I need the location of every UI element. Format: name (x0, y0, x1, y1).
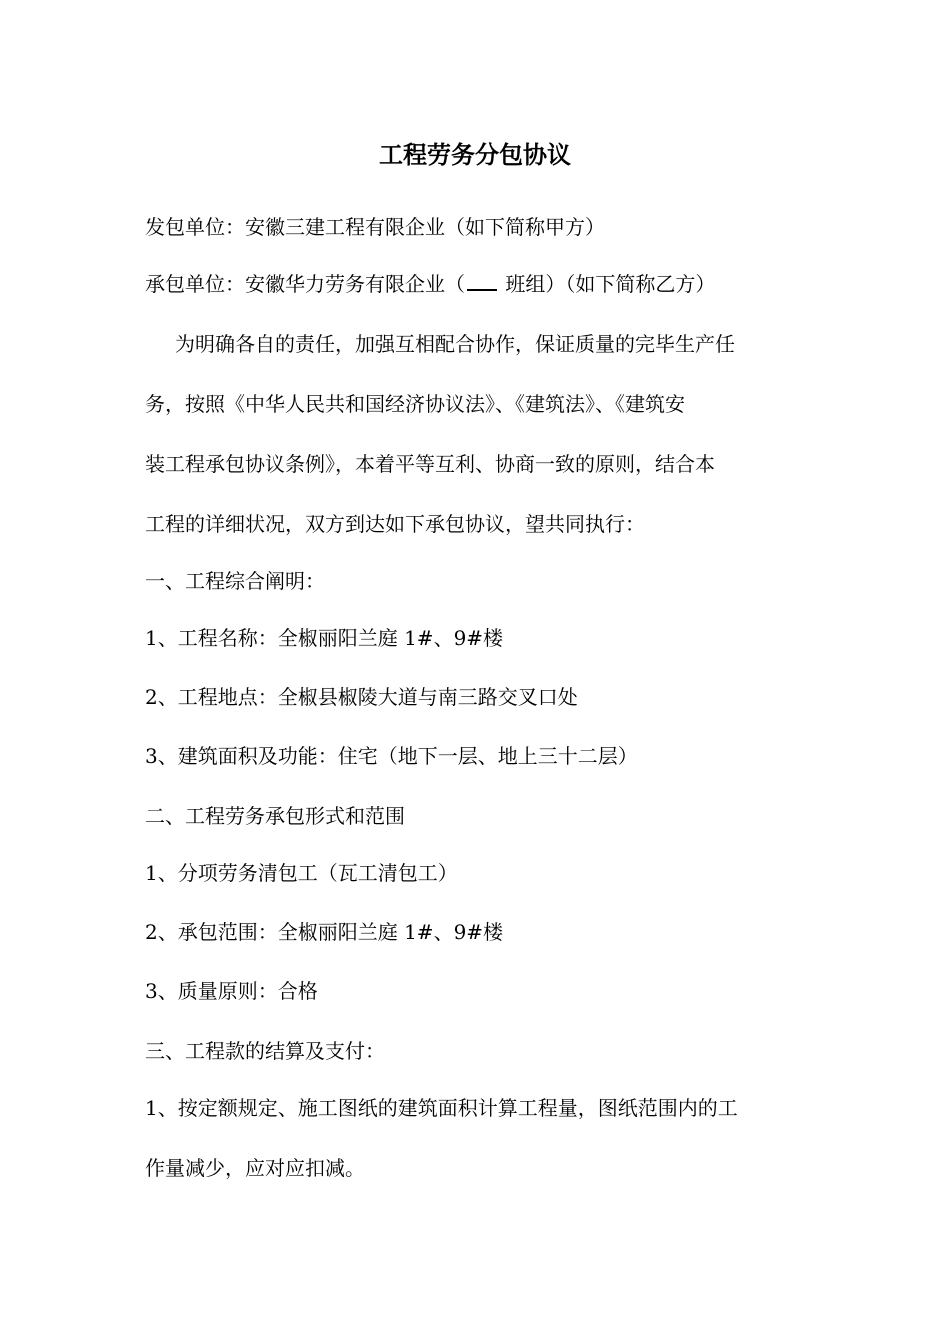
section1-item-1: 1、工程名称：全椒丽阳兰庭 1#、9#楼 (145, 626, 504, 650)
section1-item-3: 3、建筑面积及功能：住宅（地下一层、地上三十二层） (145, 744, 638, 768)
team-blank (467, 271, 497, 291)
section2-item-3: 3、质量原则：合格 (145, 979, 318, 1003)
section2-heading: 二、工程劳务承包形式和范围 (145, 804, 405, 828)
intro-line-2: 务，按照《中华人民共和国经济协议法》、《建筑法》、《建筑安 (145, 392, 685, 416)
section2-item-1: 1、分项劳务清包工（瓦工清包工） (145, 861, 458, 885)
intro-line-3: 装工程承包协议条例》，本着平等互利、协商一致的原则，结合本 (145, 452, 715, 476)
contractor-prefix: 承包单位：安徽华力劳务有限企业（ (145, 272, 465, 296)
section3-heading: 三、工程款的结算及支付： (145, 1039, 385, 1063)
contractor-line (145, 269, 810, 299)
document-title: 工程劳务分包协议 (379, 140, 571, 169)
employer-line: 发包单位：安徽三建工程有限企业（如下简称甲方） (145, 215, 605, 239)
section1-heading: 一、工程综合阐明： (145, 569, 325, 593)
intro-line-4: 工程的详细状况，双方到达如下承包协议，望共同执行： (145, 512, 645, 536)
section1-item-2: 2、工程地点：全椒县椒陵大道与南三路交叉口处 (145, 685, 578, 709)
section2-item-2: 2、承包范围：全椒丽阳兰庭 1#、9#楼 (145, 920, 504, 944)
intro-line-1: 为明确各自的责任，加强互相配合协作，保证质量的完毕生产任 (175, 332, 735, 356)
contractor-suffix: 班组）（如下简称乙方） (499, 272, 716, 296)
section3-item-1a: 1、按定额规定、施工图纸的建筑面积计算工程量，图纸范围内的工 (145, 1096, 738, 1120)
section3-item-1b: 作量减少，应对应扣减。 (145, 1156, 365, 1180)
